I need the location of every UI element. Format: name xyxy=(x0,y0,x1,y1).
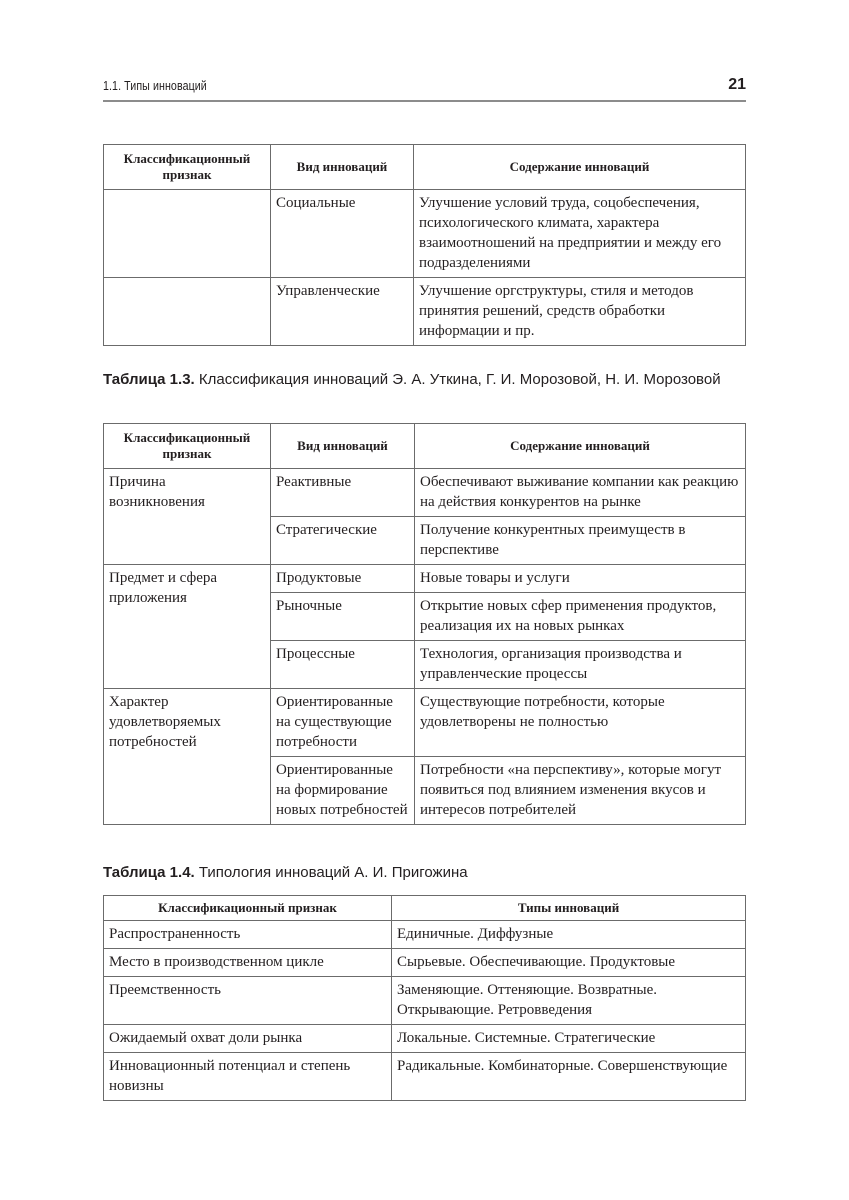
criterion-cell: Причина возникновения xyxy=(104,469,271,565)
criterion-cell: Предмет и сфера приложения xyxy=(104,565,271,689)
type-cell: Реактивные xyxy=(271,469,415,517)
caption-text: Классификация инноваций Э. А. Уткина, Г. И. Морозовой, Н. И. Морозовой xyxy=(198,371,721,388)
content-cell: Получение конкурентных преимуществ в перспективе xyxy=(415,517,746,565)
type-cell: Рыночные xyxy=(271,593,415,641)
type-cell: Ориентированные на формирование новых потребностей xyxy=(271,757,415,825)
types-cell: Единичные. Диффузные xyxy=(392,921,746,949)
criterion-cell: Инновационный потенциал и степень новизны xyxy=(104,1053,392,1101)
table-row xyxy=(104,977,746,1025)
table-1-4-caption xyxy=(103,861,746,884)
content-cell: Существующие потребности, которые удовлетворены не полностью xyxy=(415,689,746,757)
header-type: Вид инноваций xyxy=(271,145,414,190)
table-row xyxy=(104,921,746,949)
table-continued xyxy=(103,144,746,346)
header-content: Содержание инноваций xyxy=(414,145,746,190)
types-cell: Радикальные. Комбинаторные. Совершенствующие xyxy=(392,1053,746,1101)
caption-label: Таблица 1.4. xyxy=(103,864,195,881)
running-head xyxy=(103,76,746,102)
types-cell: Локальные. Системные. Стратегические xyxy=(392,1025,746,1053)
table-row xyxy=(104,278,746,346)
table-header-row xyxy=(104,145,746,190)
table-row xyxy=(104,1053,746,1101)
content-cell: Обеспечивают выживание компании как реакцию на действия конкурентов на рынке xyxy=(415,469,746,517)
criterion-cell: Характер удовлетворяемых потребностей xyxy=(104,689,271,825)
header-criterion: Классификационный признак xyxy=(104,145,271,190)
type-cell: Ориентированные на существующие потребности xyxy=(271,689,415,757)
content-cell: Потребности «на перспективу», которые могут появиться под влиянием изменения вкусов и интересов потребителей xyxy=(415,757,746,825)
content-cell: Новые товары и услуги xyxy=(415,565,746,593)
criterion-cell: Место в производственном цикле xyxy=(104,949,392,977)
header-criterion: Классификационный признак xyxy=(104,424,271,469)
header-criterion: Классификационный признак xyxy=(104,896,392,921)
criterion-cell: Ожидаемый охват доли рынка xyxy=(104,1025,392,1053)
type-cell: Продуктовые xyxy=(271,565,415,593)
types-cell: Заменяющие. Оттеняющие. Возвратные. Открывающие. Ретровведения xyxy=(392,977,746,1025)
caption-text: Типология инноваций А. И. Пригожина xyxy=(198,864,468,881)
caption-label: Таблица 1.3. xyxy=(103,371,195,388)
criterion-cell xyxy=(104,278,271,346)
type-cell: Стратегические xyxy=(271,517,415,565)
content-cell: Открытие новых сфер применения продуктов, реализация их на новых рынках xyxy=(415,593,746,641)
table-row xyxy=(104,469,746,517)
header-type: Вид инноваций xyxy=(271,424,415,469)
criterion-cell: Распространенность xyxy=(104,921,392,949)
type-cell: Процессные xyxy=(271,641,415,689)
page-number: 21 xyxy=(728,76,746,93)
section-title: 1.1. Типы инноваций xyxy=(103,78,207,93)
types-cell: Сырьевые. Обеспечивающие. Продуктовые xyxy=(392,949,746,977)
type-cell: Управленческие xyxy=(271,278,414,346)
header-types: Типы инноваций xyxy=(392,896,746,921)
type-cell: Социальные xyxy=(271,190,414,278)
table-1-3-caption xyxy=(103,368,746,391)
content-cell: Улучшение условий труда, соцобеспечения, психологического климата, характера взаимоотношений на предприятии и между его подразделениями xyxy=(414,190,746,278)
criterion-cell: Преемственность xyxy=(104,977,392,1025)
table-1-3 xyxy=(103,423,746,825)
content-cell: Технология, организация производства и управленческие процессы xyxy=(415,641,746,689)
table-row xyxy=(104,565,746,593)
table-header-row xyxy=(104,896,746,921)
table-row xyxy=(104,689,746,757)
table-row xyxy=(104,949,746,977)
table-row xyxy=(104,1025,746,1053)
table-row xyxy=(104,190,746,278)
header-content: Содержание инноваций xyxy=(415,424,746,469)
content-cell: Улучшение оргструктуры, стиля и методов принятия решений, средств обработки информации и пр. xyxy=(414,278,746,346)
criterion-cell xyxy=(104,190,271,278)
table-1-4 xyxy=(103,895,746,1101)
table-header-row xyxy=(104,424,746,469)
